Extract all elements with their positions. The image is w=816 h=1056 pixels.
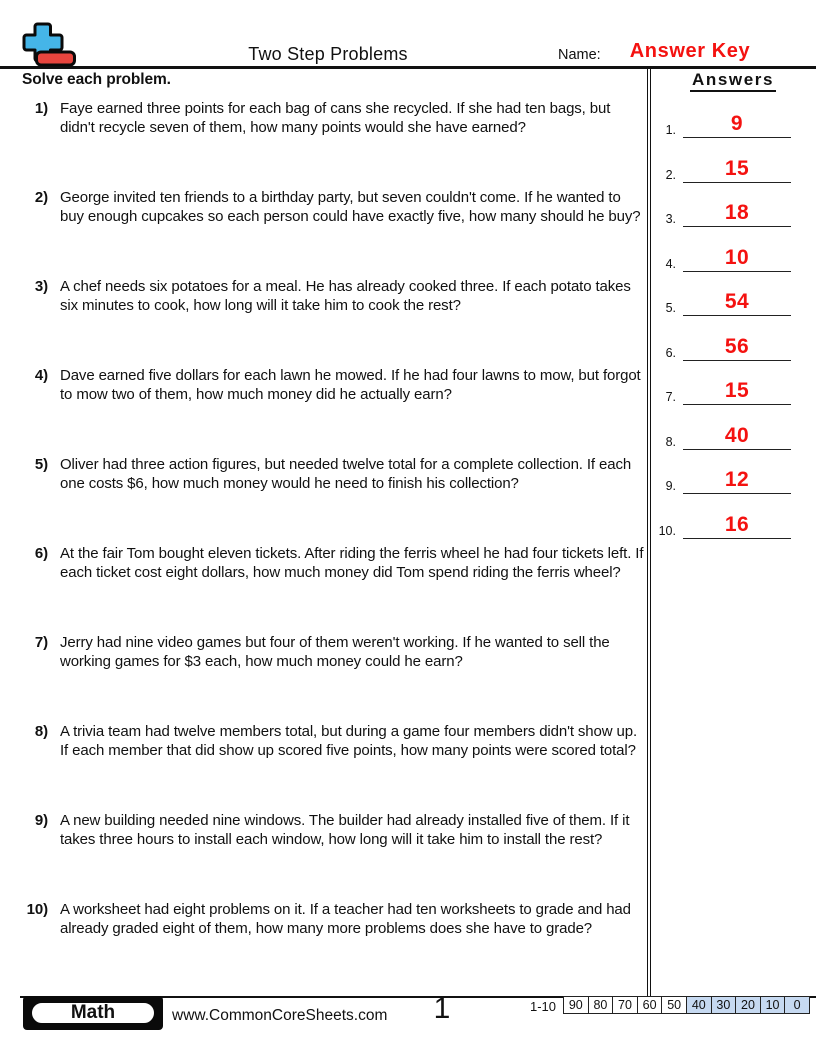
score-cell-40: 40: [686, 997, 711, 1013]
answer-blank-line: [683, 461, 791, 494]
problem-number: 8): [34, 723, 48, 740]
problem-text: A worksheet had eight problems on it. If a teacher had ten worksheets to grade and had already graded eight of them, how many more problems does she have to grade?: [60, 901, 631, 937]
answer-blank-line: [683, 283, 791, 316]
score-cell-10: 10: [760, 997, 785, 1013]
answer-number: 5.: [665, 301, 676, 315]
problem-item: [22, 277, 648, 315]
score-table: [563, 996, 810, 1014]
answer-row: [648, 373, 816, 405]
score-cell-70: 70: [612, 997, 637, 1013]
answer-blank-line: [683, 239, 791, 272]
answer-number: 4.: [665, 256, 676, 271]
answer-number: 8.: [665, 434, 676, 449]
problem-text: Faye earned three points for each bag of cans she recycled. If she had ten bags, but didn't recycle seven of them, how many points would she have earned?: [60, 100, 611, 136]
answer-row: [648, 151, 816, 183]
problem-text: At the fair Tom bought eleven tickets. After riding the ferris wheel he had four tickets left. If each ticket cost eight dollars, how much money did Tom spend riding the ferris wheel?: [60, 545, 644, 581]
problem-text: George invited ten friends to a birthday party, but seven couldn't come. If he wanted to buy enough cupcakes so each person could have exactly five, how many should he buy?: [60, 189, 641, 225]
problem-number: 4): [34, 367, 48, 384]
answer-number: 2.: [665, 167, 676, 182]
answer-number: 7.: [665, 390, 676, 404]
problem-text: Dave earned five dollars for each lawn he mowed. If he had four lawns to mow, but forgot to mow two of them, how much money did he actually earn?: [60, 367, 641, 403]
score-cell-90: 90: [568, 997, 583, 1012]
answer-number: 3.: [665, 212, 676, 226]
minus-icon: [37, 52, 75, 65]
answer-value: 54: [724, 290, 750, 313]
answer-value: 12: [724, 468, 750, 491]
answer-value: 15: [724, 379, 750, 402]
answer-value: 56: [724, 334, 750, 358]
answer-row: [648, 106, 816, 138]
answer-value: 18: [724, 201, 750, 224]
answers-title-text: Answers: [690, 70, 776, 92]
problem-number: 6): [34, 545, 48, 562]
answer-row: [648, 195, 816, 227]
problem-item: [22, 188, 648, 226]
website-url: www.CommonCoreSheets.com: [172, 1007, 388, 1024]
problem-text: A trivia team had twelve members total, but during a game four members didn't show up. If each member that did show up scored five points, how many points were scored total?: [60, 723, 637, 759]
problem-item: [22, 633, 648, 671]
answers-title: [650, 70, 816, 90]
score-cell-20: 20: [735, 997, 760, 1013]
answer-key-value: Answer Key: [629, 40, 751, 62]
problem-number: 5): [34, 456, 48, 473]
instructions-text: Solve each problem.: [22, 71, 171, 88]
problem-number: 9): [34, 812, 48, 829]
name-label: Name:: [558, 47, 601, 63]
problem-item: [22, 811, 648, 849]
answer-value: 40: [724, 423, 750, 447]
answer-blank-line: [683, 150, 791, 183]
problem-text: A new building needed nine windows. The builder had already installed five of them. If it takes three hours to install each window, how long will it take him to install the rest?: [60, 812, 630, 848]
answer-blank-line: [683, 328, 791, 361]
page-title: Two Step Problems: [248, 44, 408, 64]
problem-number: 10): [26, 901, 48, 918]
problem-item: [22, 900, 648, 938]
score-cell-50: 50: [661, 997, 686, 1013]
problem-item: [22, 366, 648, 404]
subject-label: Math: [29, 1000, 157, 1026]
answer-blank-line: [683, 105, 791, 138]
answer-value: 10: [724, 245, 750, 269]
score-cell-80: 80: [588, 997, 613, 1013]
answer-row: [648, 240, 816, 272]
answer-row: [648, 418, 816, 450]
score-cell-30: 30: [711, 997, 736, 1013]
answer-blank-line: [683, 372, 791, 405]
problem-number: 1): [34, 100, 48, 117]
problem-item: [22, 722, 648, 760]
problem-text: A chef needs six potatoes for a meal. He has already cooked three. If each potato takes six minutes to cook, how long will it take him to cook the rest?: [60, 278, 631, 314]
page-number: 1: [433, 992, 451, 1025]
answer-number: 6.: [665, 345, 676, 360]
problem-number: 2): [34, 189, 48, 206]
problem-item: [22, 544, 648, 582]
answer-row: [648, 462, 816, 494]
problem-text: Jerry had nine video games but four of them weren't working. If he wanted to sell the working games for $3 each, how much money could he earn?: [60, 634, 610, 670]
answer-number: 10.: [658, 523, 676, 538]
header-rule: [0, 66, 816, 69]
answer-row: [648, 329, 816, 361]
problem-number: 3): [34, 278, 48, 295]
answer-number: 9.: [665, 479, 676, 493]
problem-number: 7): [34, 634, 48, 651]
score-cell-60: 60: [637, 997, 662, 1013]
commoncoresheets-logo: [20, 21, 78, 68]
answer-blank-line: [683, 194, 791, 227]
answer-value: 15: [724, 156, 750, 180]
score-cell-0: 0: [784, 997, 809, 1013]
answer-row: [648, 507, 816, 539]
answer-number: 1.: [665, 123, 676, 137]
problem-text: Oliver had three action figures, but needed twelve total for a complete collection. If each one costs $6, how much money would he need to finish his collection?: [60, 456, 632, 492]
answer-value: 9: [730, 112, 744, 135]
answer-blank-line: [683, 417, 791, 450]
score-range-label: 1-10: [529, 999, 556, 1014]
subject-badge: [23, 996, 163, 1030]
answer-row: [648, 284, 816, 316]
answer-blank-line: [683, 506, 791, 539]
problem-item: [22, 99, 648, 137]
answer-value: 16: [724, 512, 750, 536]
problem-item: [22, 455, 648, 493]
